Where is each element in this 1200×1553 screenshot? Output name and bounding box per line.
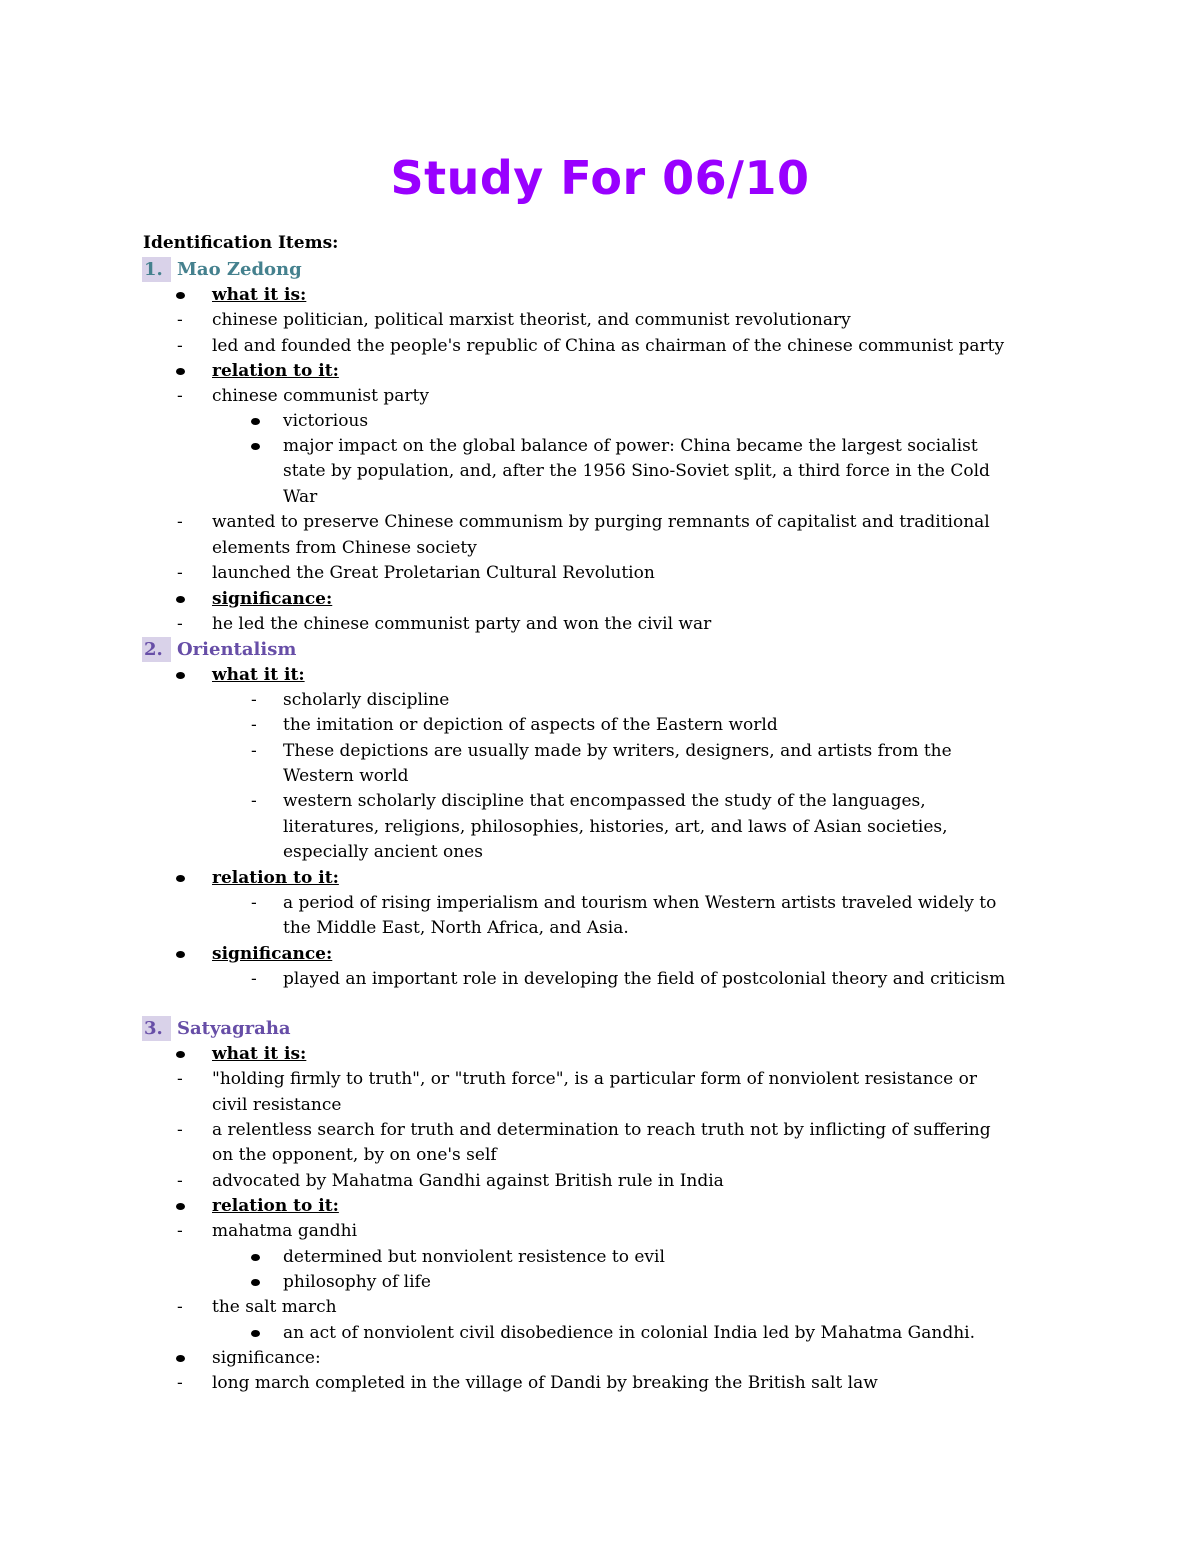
dash-icon: - [177,1221,183,1241]
bullet-icon [176,1051,185,1058]
list-item: chinese communist party [212,386,429,406]
dash-icon: - [251,741,257,761]
what-label: what it is: [212,285,307,305]
list-item: chinese politician, political marxist theorist, and communist revolutionary [212,310,851,330]
dash-icon: - [177,614,183,634]
dash-icon: - [177,1373,183,1393]
significance-label: significance: [212,589,333,609]
sub-list-item: determined but nonviolent resistence to evil [283,1247,665,1267]
bullet-icon [251,1254,260,1261]
dash-icon: - [251,791,257,811]
sub-list-item: philosophy of life [283,1272,431,1292]
bullet-icon [176,875,185,882]
dash-icon: - [251,969,257,989]
bullet-icon [251,443,260,450]
bullet-icon [176,292,185,299]
dash-icon: - [177,336,183,356]
dash-icon: - [177,310,183,330]
dash-icon: - [251,893,257,913]
sub-list-item-continued: the Middle East, North Africa, and Asia. [283,918,629,938]
sub-list-item-continued: especially ancient ones [283,842,483,862]
sub-list-item: victorious [283,411,369,431]
sub-list-item: western scholarly discipline that encompassed the study of the languages, [283,791,926,811]
list-item-continued: elements from Chinese society [212,538,477,558]
bullet-icon [176,1355,185,1362]
sub-list-item: played an important role in developing the field of postcolonial theory and criticism [283,969,1006,989]
dash-icon: - [177,386,183,406]
sub-list-item: major impact on the global balance of power: China became the largest socialist [283,436,978,456]
bullet-icon [251,1279,260,1286]
list-item: wanted to preserve Chinese communism by purging remnants of capitalist and traditional [212,512,990,532]
bullet-icon [176,596,185,603]
bullet-icon [176,672,185,679]
what-label: what it is: [212,1044,307,1064]
sub-list-item: scholarly discipline [283,690,450,710]
item-number: 2. [142,637,171,662]
list-item: launched the Great Proletarian Cultural Revolution [212,563,655,583]
dash-icon: - [177,1171,183,1191]
intro-heading: Identification Items: [143,233,339,253]
dash-icon: - [177,1069,183,1089]
dash-icon: - [251,690,257,710]
list-item: a relentless search for truth and determination to reach truth not by inflicting of suffering [212,1120,991,1140]
sub-list-item-continued: state by population, and, after the 1956 Sino-Soviet split, a third force in the Cold [283,461,990,481]
bullet-icon [176,368,185,375]
bullet-icon [176,951,185,958]
list-item: the salt march [212,1297,337,1317]
bullet-icon [251,1330,260,1337]
list-item: "holding firmly to truth", or "truth force", is a particular form of nonviolent resistance or [212,1069,977,1089]
what-label: what it it: [212,665,305,685]
list-item: long march completed in the village of Dandi by breaking the British salt law [212,1373,878,1393]
bullet-icon [251,418,260,425]
sub-list-item-continued: War [283,487,318,507]
list-item: he led the chinese communist party and won the civil war [212,614,712,634]
sub-list-item: These depictions are usually made by writers, designers, and artists from the [283,741,952,761]
page-title: Study For 06/10 [390,151,810,205]
dash-icon: - [177,512,183,532]
item-heading-mao-zedong: Mao Zedong [177,259,302,280]
list-item: led and founded the people's republic of China as chairman of the chinese communist party [212,336,1005,356]
list-item-continued: civil resistance [212,1095,342,1115]
sub-list-item: a period of rising imperialism and tourism when Western artists traveled widely to [283,893,997,913]
relation-label: relation to it: [212,868,339,888]
relation-label: relation to it: [212,361,339,381]
sub-list-item-continued: Western world [283,766,409,786]
sub-list-item: the imitation or depiction of aspects of the Eastern world [283,715,778,735]
bullet-icon [176,1203,185,1210]
dash-icon: - [177,1120,183,1140]
significance-label: significance: [212,1348,321,1368]
item-heading-orientalism: Orientalism [177,639,297,660]
item-number: 1. [142,257,171,282]
item-heading-satyagraha: Satyagraha [177,1018,291,1039]
dash-icon: - [177,563,183,583]
dash-icon: - [251,715,257,735]
sub-list-item: an act of nonviolent civil disobedience in colonial India led by Mahatma Gandhi. [283,1323,976,1343]
dash-icon: - [177,1297,183,1317]
list-item-continued: on the opponent, by on one's self [212,1145,497,1165]
list-item: advocated by Mahatma Gandhi against British rule in India [212,1171,724,1191]
item-number: 3. [142,1016,171,1041]
relation-label: relation to it: [212,1196,339,1216]
significance-label: significance: [212,944,333,964]
list-item: mahatma gandhi [212,1221,358,1241]
sub-list-item-continued: literatures, religions, philosophies, histories, art, and laws of Asian societies, [283,817,948,837]
